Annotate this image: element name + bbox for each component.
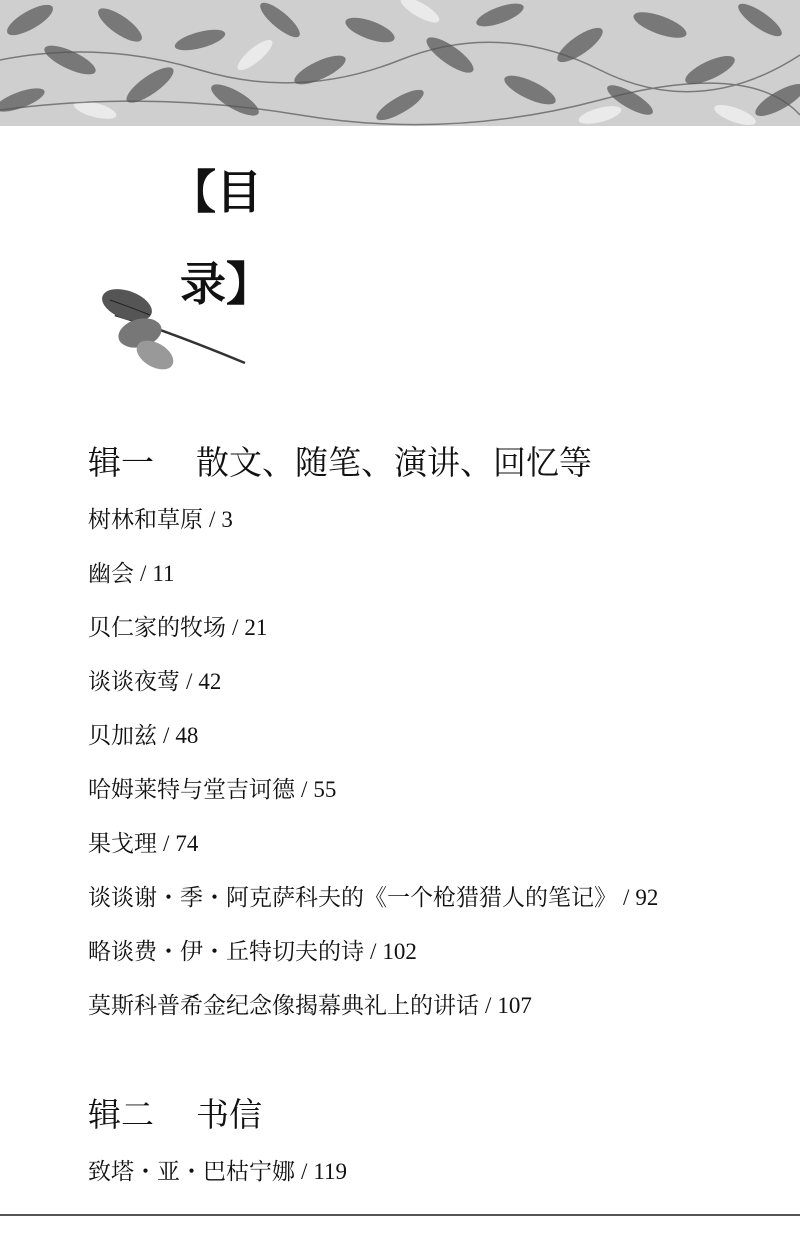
leaf-sprig-illustration xyxy=(95,285,255,385)
entry-separator: / xyxy=(623,885,630,910)
entry-page: 102 xyxy=(382,939,417,964)
entry-title: 贝仁家的牧场 xyxy=(88,615,226,641)
bottom-rule xyxy=(0,1214,800,1216)
section-title-2 xyxy=(88,1095,262,1135)
toc-entry[interactable] xyxy=(88,667,221,697)
entry-title: 幽会 xyxy=(88,561,134,587)
toc-entry[interactable] xyxy=(88,559,175,589)
entry-separator: / xyxy=(232,615,239,640)
entry-title: 贝加兹 xyxy=(88,723,157,749)
toc-entry[interactable] xyxy=(88,991,532,1021)
close-bracket: 】 xyxy=(226,257,272,311)
entry-title: 树林和草原 xyxy=(88,507,203,533)
section-name: 书信 xyxy=(196,1095,262,1134)
entry-page: 107 xyxy=(497,993,532,1018)
entry-separator: / xyxy=(163,831,170,856)
entry-page: 11 xyxy=(152,561,175,586)
entry-separator: / xyxy=(209,507,216,532)
entry-title: 哈姆莱特与堂吉诃德 xyxy=(88,777,295,803)
entry-separator: / xyxy=(163,723,170,748)
toc-heading-char1: 目 xyxy=(216,165,262,219)
entry-title: 果戈理 xyxy=(88,831,157,857)
toc-entry[interactable] xyxy=(88,829,198,859)
entry-title: 谈谈谢・季・阿克萨科夫的《一个枪猎猎人的笔记》 xyxy=(88,885,617,911)
entry-page: 119 xyxy=(313,1159,348,1184)
entry-page: 92 xyxy=(635,885,659,910)
toc-entry[interactable] xyxy=(88,1157,347,1187)
toc-heading-char2: 录 xyxy=(180,257,226,311)
entry-page: 55 xyxy=(313,777,337,802)
entry-separator: / xyxy=(301,1159,308,1184)
toc-entry[interactable] xyxy=(88,721,198,751)
toc-entry[interactable] xyxy=(88,937,417,967)
entry-page: 42 xyxy=(198,669,222,694)
entry-title: 莫斯科普希金纪念像揭幕典礼上的讲话 xyxy=(88,993,479,1019)
entry-separator: / xyxy=(186,669,193,694)
toc-entry[interactable] xyxy=(88,883,658,913)
open-bracket: 【 xyxy=(170,165,216,219)
toc-heading-line1 xyxy=(170,165,262,219)
entry-title: 略谈费・伊・丘特切夫的诗 xyxy=(88,939,364,965)
entry-page: 21 xyxy=(244,615,268,640)
section-label: 辑二 xyxy=(88,1095,154,1134)
entry-page: 3 xyxy=(221,507,233,532)
entry-separator: / xyxy=(370,939,377,964)
entry-title: 致塔・亚・巴枯宁娜 xyxy=(88,1159,295,1185)
leaf-pattern-banner xyxy=(0,0,800,126)
entry-title: 谈谈夜莺 xyxy=(88,669,180,695)
section-name: 散文、随笔、演讲、回忆等 xyxy=(196,443,592,482)
section-label: 辑一 xyxy=(88,443,154,482)
section-title-1 xyxy=(88,443,592,483)
toc-entry[interactable] xyxy=(88,505,233,535)
toc-entry[interactable] xyxy=(88,613,267,643)
entry-separator: / xyxy=(140,561,147,586)
entry-page: 74 xyxy=(175,831,199,856)
entry-separator: / xyxy=(485,993,492,1018)
entry-separator: / xyxy=(301,777,308,802)
toc-entry[interactable] xyxy=(88,775,336,805)
entry-page: 48 xyxy=(175,723,199,748)
